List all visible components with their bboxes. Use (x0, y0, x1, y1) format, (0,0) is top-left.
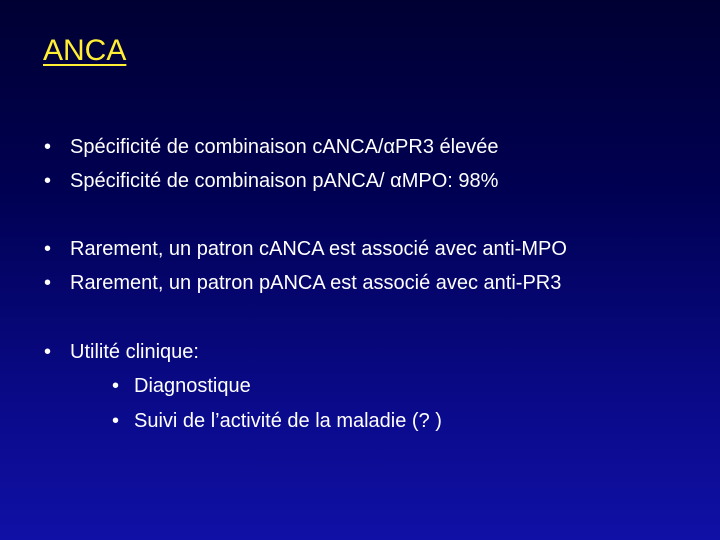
bullet-dot: • (44, 170, 52, 192)
bullet-dot: • (44, 341, 52, 363)
bullet-item (44, 273, 561, 293)
bullet-item (44, 239, 567, 259)
bullet-text: Rarement, un patron pANCA est associé avec anti-PR3 (70, 272, 562, 294)
bullet-dot: • (44, 272, 52, 294)
bullet-text: Diagnostique (134, 375, 251, 397)
bullet-dot: • (112, 375, 120, 397)
sub-bullet-item (112, 376, 251, 396)
bullet-text: Suivi de l’activité de la maladie (? ) (134, 410, 442, 432)
bullet-dot: • (44, 136, 52, 158)
bullet-text: Spécificité de combinaison cANCA/αPR3 élevée (70, 136, 499, 158)
slide-title: ANCA (43, 34, 127, 67)
bullet-item (44, 137, 498, 157)
bullet-item (44, 342, 199, 362)
bullet-text: Spécificité de combinaison pANCA/ αMPO: 98% (70, 170, 499, 192)
bullet-text: Utilité clinique: (70, 341, 199, 363)
bullet-item (44, 171, 498, 191)
bullet-text: Rarement, un patron cANCA est associé avec anti-MPO (70, 238, 567, 260)
sub-bullet-item (112, 411, 442, 431)
bullet-dot: • (44, 238, 52, 260)
bullet-dot: • (112, 410, 120, 432)
